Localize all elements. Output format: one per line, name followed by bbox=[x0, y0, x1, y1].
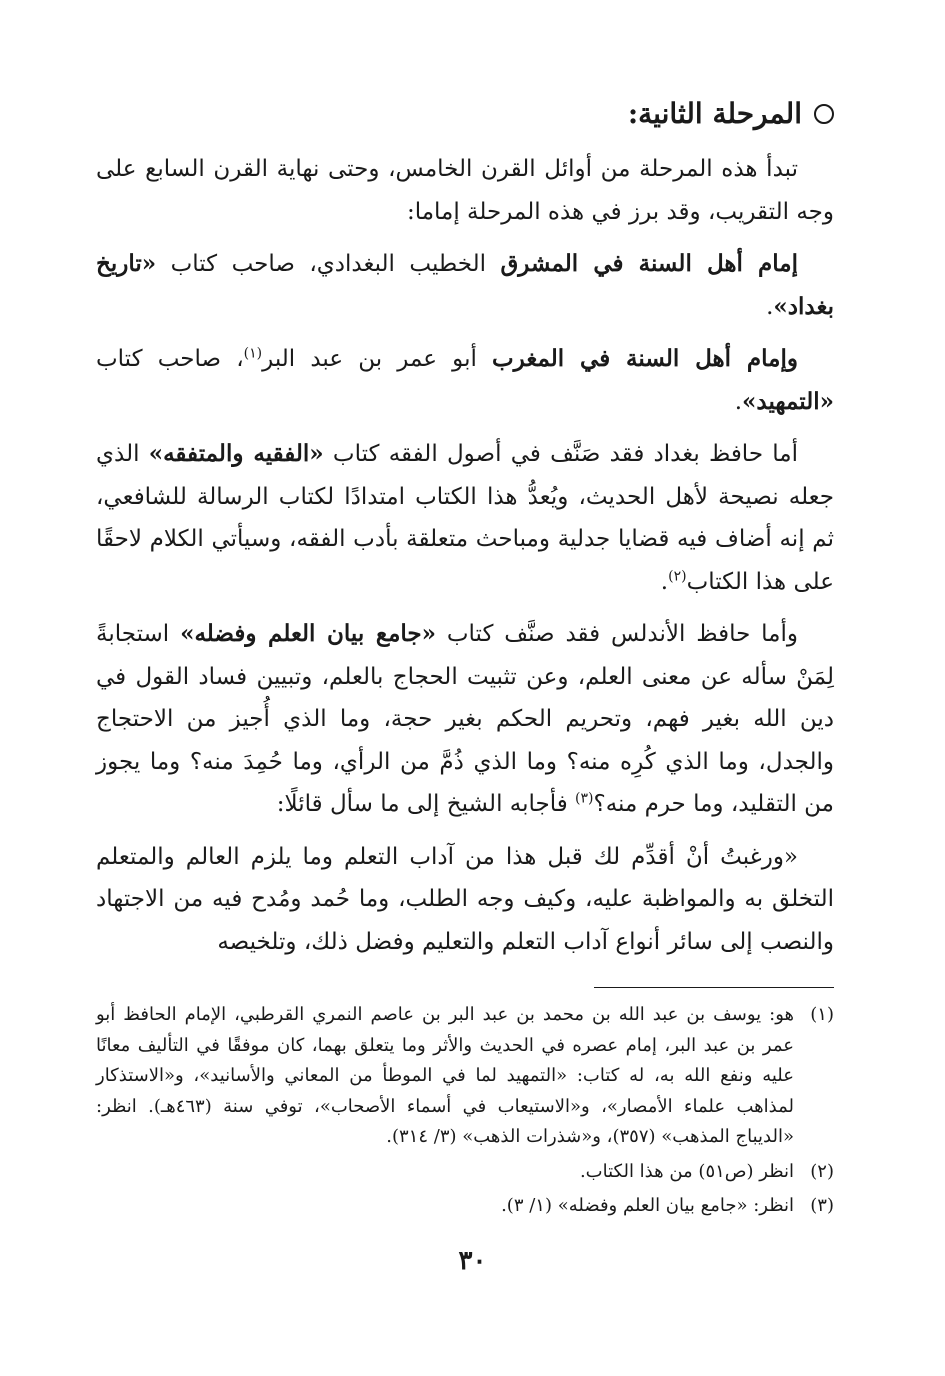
andalus-hafiz-text-2: استجابةً لِمَنْ سأله عن معنى العلم، وعن تثبيت الحجاج بالعلم، وتبيين فساد القول في دين الله بغير فهم، وتحريم الحكم بغير حجة، وما الذي أُجيز من الاحتجاج والجدل، وما الذي كُرِه منه؟ وما الذي ذُمَّ من الرأي، وما حُمِدَ منه؟ وما يجوز من التقليد، وما حرم منه؟ bbox=[96, 621, 834, 817]
section-heading bbox=[96, 92, 834, 136]
book-title-tarikh-baghdad: «تاريخ بغداد» bbox=[96, 250, 834, 320]
footnote-2 bbox=[96, 1157, 834, 1188]
east-imam-title: إمام أهل السنة في المشرق bbox=[500, 250, 798, 277]
paragraph-baghdad-hafiz bbox=[96, 433, 834, 603]
footnote-ref-3[interactable]: (٣) bbox=[575, 790, 594, 807]
footnote-1-text: هو: يوسف بن عبد الله بن محمد بن عبد البر بن عاصم النمري القرطبي، الإمام الحافظ أبو عمر بن عبد البر، إمام عصره في الحديث والأثر وما يتعلق بهما، كان موفقًا في التأليف معانًا عليه ونفع الله به، له كتاب: «التمهيد لما في الموطأ من المعاني والأسانيد»، و«الاستذكار لمذاهب علماء الأمصار»، و«الاستيعاب في أسماء الأصحاب»، توفي سنة (٤٦٣هـ). انظر: «الديباج المذهب» (٣٥٧)، و«شذرات الذهب» (٣/ ٣١٤). bbox=[96, 1004, 794, 1147]
paragraph-quote bbox=[96, 836, 834, 964]
section-heading-text: المرحلة الثانية: bbox=[627, 97, 802, 130]
paragraph-intro-text: تبدأ هذه المرحلة من أوائل القرن الخامس، وحتى نهاية القرن السابع على وجه التقريب، وقد برز في هذه المرحلة إماما: bbox=[96, 156, 834, 225]
baghdad-hafiz-text: أما حافظ بغداد فقد صَنَّف في أصول الفقه كتاب bbox=[323, 441, 798, 467]
footnote-divider bbox=[594, 987, 834, 988]
footnote-ref-2[interactable]: (٢) bbox=[668, 567, 687, 584]
west-imam-title: وإمام أهل السنة في المغرب bbox=[492, 345, 798, 372]
page-body bbox=[96, 92, 834, 1226]
west-imam-text: أبو عمر بن عبد البر bbox=[262, 346, 493, 372]
footnote-3-number: (٣) bbox=[810, 1195, 834, 1216]
footnote-3 bbox=[96, 1191, 834, 1222]
paragraph-east-imam bbox=[96, 243, 834, 328]
book-title-jami: «جامع بيان العلم وفضله» bbox=[180, 620, 436, 647]
footnote-1 bbox=[96, 1000, 834, 1153]
footnote-2-number: (٢) bbox=[810, 1160, 834, 1182]
baghdad-hafiz-text-2: الذي جعله نصيحة لأهل الحديث، ويُعدُّ هذا الكتاب امتدادًا لكتاب الرسالة للشافعي، ثم إنه أضاف فيه قضايا جدلية ومباحث متعلقة بأدب الفقه، وسيأتي الكلام لاحقًا على هذا الكتاب bbox=[96, 441, 834, 595]
footnote-1-number: (١) bbox=[810, 1004, 834, 1025]
book-title-tamhid: «التمهيد» bbox=[742, 387, 834, 415]
andalus-hafiz-end: فأجابه الشيخ إلى ما سأل قائلًا: bbox=[276, 791, 576, 817]
paragraph-andalus-hafiz bbox=[96, 613, 834, 826]
andalus-hafiz-text: وأما حافظ الأندلس فقد صنَّف كتاب bbox=[436, 621, 798, 647]
west-imam-text-2: ، صاحب كتاب bbox=[96, 346, 244, 372]
east-imam-text: الخطيب البغدادي، صاحب كتاب bbox=[156, 251, 501, 277]
east-imam-end: . bbox=[766, 293, 774, 320]
page-number: ٣٠ bbox=[458, 1246, 487, 1276]
west-imam-end: . bbox=[734, 388, 742, 415]
footnote-2-text: انظر (ص٥١) من هذا الكتاب. bbox=[579, 1160, 794, 1182]
circle-outline-icon bbox=[814, 104, 834, 124]
baghdad-hafiz-end: . bbox=[660, 568, 669, 595]
quote-text: «ورغبتُ أنْ أقدِّم لك قبل هذا من آداب التعلم وما يلزم العالم والمتعلم التخلق به والمواظبة عليه، وكيف وجه الطلب، وما حُمد ومُدح فيه من الاجتهاد والنصب إلى سائر أنواع آداب التعلم والتعليم وفضل ذلك، وتلخيصه bbox=[96, 843, 834, 955]
paragraph-intro bbox=[96, 148, 834, 233]
footnote-ref-1[interactable]: (١) bbox=[243, 345, 263, 362]
book-title-faqih: «الفقيه والمتفقه» bbox=[148, 440, 324, 467]
paragraph-west-imam bbox=[96, 338, 834, 423]
footnote-3-text: انظر: «جامع بيان العلم وفضله» (١/ ٣). bbox=[501, 1195, 794, 1216]
